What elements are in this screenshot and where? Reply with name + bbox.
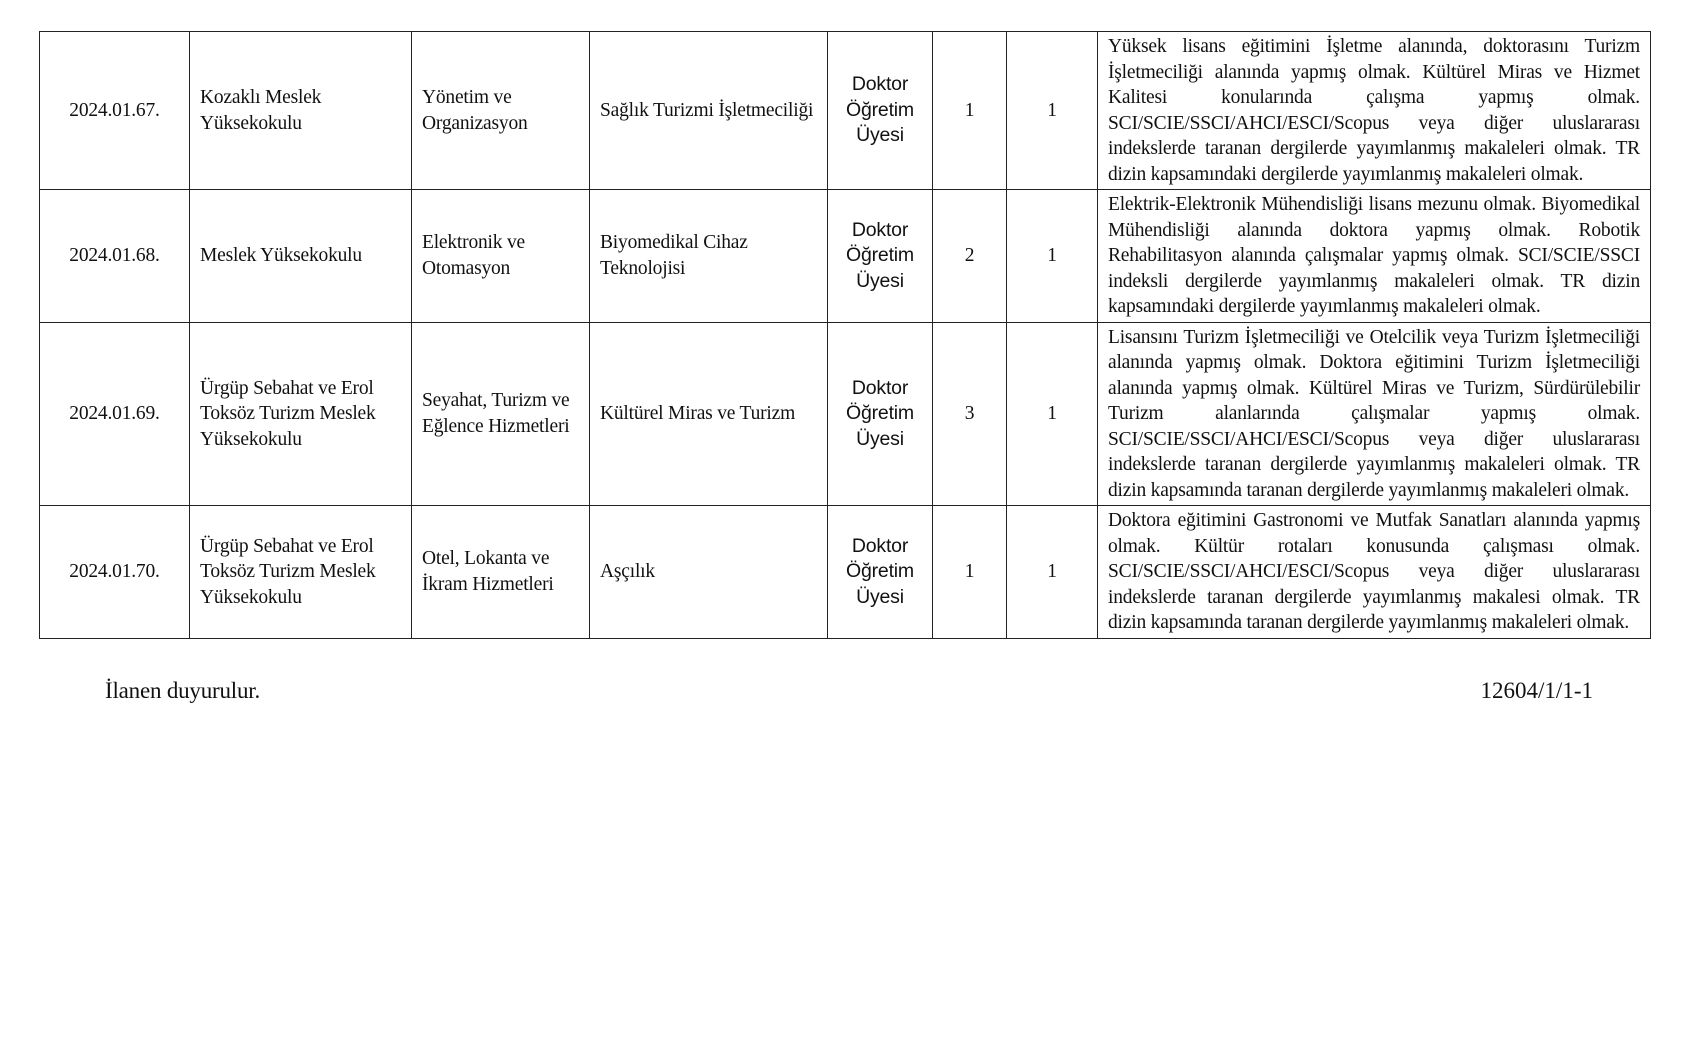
position-degree: 1 [1007,322,1098,506]
academic-unit: Meslek Yüksekokulu [190,190,412,323]
department: Otel, Lokanta ve İkram Hizmetleri [412,506,590,639]
title-line: Üyesi [856,585,904,608]
title-line: Üyesi [856,269,904,292]
position-code: 2024.01.67. [40,32,190,190]
academic-unit: Ürgüp Sebahat ve Erol Toksöz Turizm Meslek Yüksekokulu [190,322,412,506]
academic-unit: Kozaklı Meslek Yüksekokulu [190,32,412,190]
program: Aşçılık [590,506,828,639]
title-line: Doktor [851,218,909,241]
table-row [40,322,1651,506]
position-code: 2024.01.68. [40,190,190,323]
department: Seyahat, Turizm ve Eğlence Hizmetleri [412,322,590,506]
title-line: Üyesi [856,124,904,147]
position-count: 1 [933,32,1007,190]
academic-title [828,32,933,190]
reference-number: 12604/1/1-1 [1480,678,1593,703]
position-count: 1 [933,506,1007,639]
title-line: Üyesi [856,427,904,450]
title-line: Öğretim [846,560,914,582]
requirements-text: Doktora eğitimini Gastronomi ve Mutfak Sanatları alanında yapmış olmak. Kültür rotaları konusunda çalışması olmak. SCI/SCIE/SSCI/AHCI/ESCI/Scopus veya diğer uluslararası indekslerde taranan dergilerde yayımlanmış makalesi olmak. TR dizin kapsamında taranan dergilerde yayımlanmış makaleleri olmak. [1098,506,1651,639]
program: Kültürel Miras ve Turizm [590,322,828,506]
position-code: 2024.01.70. [40,506,190,639]
requirements-text: Elektrik-Elektronik Mühendisliği lisans mezunu olmak. Biyomedikal Mühendisliği alanında doktora yapmış olmak. Robotik Rehabilitasyon alanında çalışmalar yapmış olmak. SCI/SCIE/SSCI indeksli dergilerde yayımlanmış makaleleri olmak. TR dizin kapsamındaki dergilerde yayımlanmış makaleleri olmak. [1098,190,1651,323]
requirements-text: Yüksek lisans eğitimini İşletme alanında, doktorasını Turizm İşletmeciliği alanında yapmış olmak. Kültürel Miras ve Hizmet Kalitesi konularında çalışma yapmış olmak. SCI/SCIE/SSCI/AHCI/ESCI/Scopus veya diğer uluslararası indekslerde taranan dergilerde yayımlanmış makaleleri olmak. TR dizin kapsamındaki dergilerde yayımlanmış makaleleri olmak. [1098,32,1651,190]
table-row [40,506,1651,639]
department: Yönetim ve Organizasyon [412,32,590,190]
table-row [40,32,1651,190]
position-count: 2 [933,190,1007,323]
title-line: Doktor [851,376,909,399]
department: Elektronik ve Otomasyon [412,190,590,323]
academic-title [828,190,933,323]
title-line: Öğretim [846,402,914,424]
title-line: Doktor [851,73,909,96]
title-line: Doktor [851,534,909,557]
position-listing-table [39,31,1651,639]
academic-unit: Ürgüp Sebahat ve Erol Toksöz Turizm Meslek Yüksekokulu [190,506,412,639]
program: Biyomedikal Cihaz Teknolojisi [590,190,828,323]
title-line: Öğretim [846,98,914,121]
academic-title [828,506,933,639]
position-degree: 1 [1007,190,1098,323]
title-line: Öğretim [846,244,914,266]
academic-title [828,322,933,506]
position-count: 3 [933,322,1007,506]
position-degree: 1 [1007,506,1098,639]
announcement-text: İlanen duyurulur. [105,678,261,703]
position-degree: 1 [1007,32,1098,190]
requirements-text: Lisansını Turizm İşletmeciliği ve Otelcilik veya Turizm İşletmeciliği alanında yapmış olmak. Doktora eğitimini Turizm İşletmeciliği alanında yapmış olmak. Kültürel Miras ve Turizm, Sürdürülebilir Turizm alanlarında çalışmalar yapmış olmak. SCI/SCIE/SSCI/AHCI/ESCI/Scopus veya diğer uluslararası indekslerde taranan dergilerde yayımlanmış makaleleri olmak. TR dizin kapsamında taranan dergilerde yayımlanmış makaleleri olmak. [1098,322,1651,506]
table-row [40,190,1651,323]
position-code: 2024.01.69. [40,322,190,506]
program: Sağlık Turizmi İşletmeciliği [590,32,828,190]
